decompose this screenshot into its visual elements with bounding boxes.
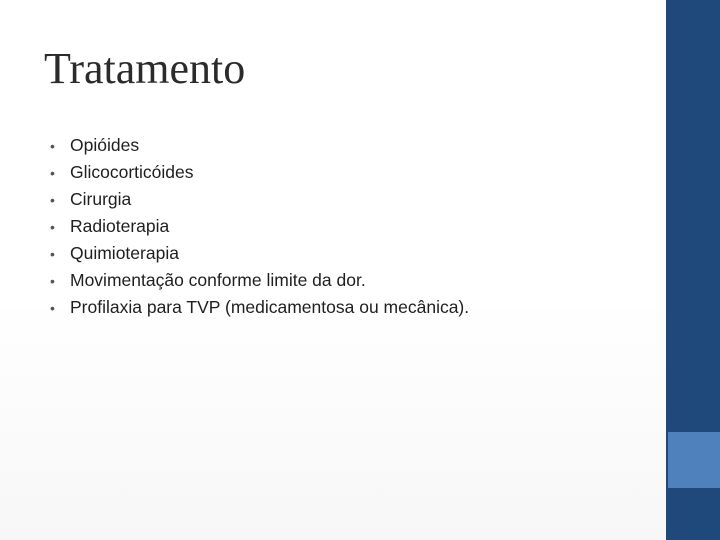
bullet-text: Quimioterapia bbox=[70, 243, 179, 263]
bullet-item-profilaxia bbox=[50, 294, 469, 321]
bullet-item-quimioterapia bbox=[50, 240, 469, 267]
bullet-text: Radioterapia bbox=[70, 216, 170, 236]
bullet-text: Cirurgia bbox=[70, 189, 132, 209]
bullet-text: Profilaxia para TVP (medicamentosa ou mecânica). bbox=[70, 297, 470, 317]
bullet-text: Glicocorticóides bbox=[70, 162, 194, 182]
bullet-text: Opióides bbox=[70, 135, 140, 155]
bullet-item-radioterapia bbox=[50, 213, 469, 240]
bullet-item-cirurgia bbox=[50, 186, 469, 213]
bullet-dot-icon: • bbox=[50, 165, 55, 181]
bullet-item-glicocorticoides bbox=[50, 159, 469, 186]
bullet-dot-icon: • bbox=[50, 273, 55, 289]
sidebar-accent-block bbox=[668, 432, 720, 488]
bullet-item-movimentacao bbox=[50, 267, 469, 294]
bullet-dot-icon: • bbox=[50, 300, 55, 316]
bullet-dot-icon: • bbox=[50, 138, 55, 154]
bullet-list bbox=[50, 132, 469, 321]
bullet-text: Movimentação conforme limite da dor. bbox=[70, 270, 366, 290]
bullet-dot-icon: • bbox=[50, 219, 55, 235]
slide-title: Tratamento bbox=[44, 44, 246, 93]
bullet-item-opioides bbox=[50, 132, 469, 159]
bullet-dot-icon: • bbox=[50, 192, 55, 208]
bullet-dot-icon: • bbox=[50, 246, 55, 262]
